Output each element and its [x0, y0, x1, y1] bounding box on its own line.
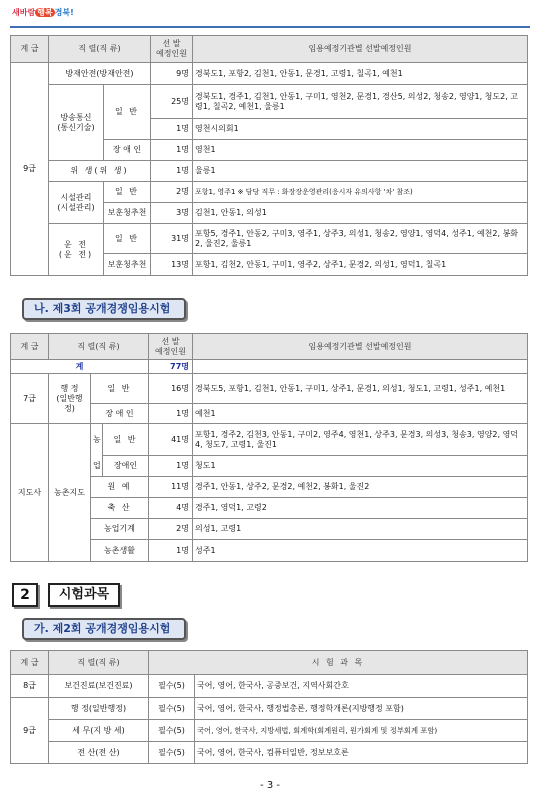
- sub-cell: 일 반: [104, 85, 151, 140]
- count-cell: 1명: [149, 540, 193, 562]
- count-cell: 4명: [149, 498, 193, 519]
- type-cell: 필수(5): [149, 698, 195, 720]
- org-cell: 예천1: [193, 404, 528, 424]
- logo-text-b: 행복: [37, 8, 53, 17]
- sub-cell: 보훈청추천: [104, 203, 151, 224]
- sub-cell: 일 반: [104, 182, 151, 203]
- job-cell: 시설관리 (시설관리): [49, 182, 104, 224]
- count-cell: 13명: [151, 254, 193, 276]
- sub-cell: 보훈청추천: [104, 254, 151, 276]
- job-cell: 보건진료(보건진료): [49, 675, 149, 698]
- rank-cell: 지도사: [11, 424, 49, 562]
- job-cell: 전 산(전 산): [49, 742, 149, 764]
- header-rank: 계 급: [11, 651, 49, 675]
- header-job: 직 렬(직 류): [49, 36, 151, 63]
- sub-cell: 일 반: [103, 424, 149, 456]
- sub-cell: 일 반: [104, 224, 151, 254]
- org-cell: 경북도1, 포항2, 김천1, 안동1, 문경1, 고령1, 칠곡1, 예천1: [193, 63, 528, 85]
- nongeop-cell-2: 업: [91, 456, 103, 477]
- count-cell: 1명: [149, 404, 193, 424]
- table-third-exam: [10, 333, 528, 562]
- subjects-cell: 국어, 영어, 한국사, 컴퓨터일반, 정보보호론: [195, 742, 528, 764]
- page-number: - 3 -: [260, 780, 280, 791]
- table-first-exam: [10, 35, 528, 276]
- header-rule: [10, 26, 530, 28]
- org-cell: 포항1, 김천2, 안동1, 구미1, 영주2, 상주1, 문경2, 의성1, 영덕1, 칠곡1: [193, 254, 528, 276]
- header-rank: 계 급: [11, 334, 49, 360]
- sub-cell: 장 애 인: [104, 140, 151, 161]
- job-cell: 방송통신 (통신기술): [49, 85, 104, 161]
- org-cell: 영천1: [193, 140, 528, 161]
- sub-cell: 일 반: [91, 374, 149, 404]
- section-number: 2: [12, 583, 38, 607]
- rank-cell: 9급: [11, 63, 49, 276]
- count-cell: 1명: [149, 456, 193, 477]
- table-exam-subjects: [10, 650, 528, 764]
- count-cell: 1명: [151, 119, 193, 140]
- org-cell: 포항5, 경주1, 안동2, 구미3, 영주1, 상주3, 의성1, 청송2, 영양1, 영덕4, 성주1, 예천2, 봉화2, 울진2, 울릉1: [193, 224, 528, 254]
- type-cell: 필수(5): [149, 675, 195, 698]
- header-job: 직 렬(직 류): [49, 651, 149, 675]
- job-cell: 세 무(지 방 세): [49, 720, 149, 742]
- job-cell: 방재안전(방재안전): [49, 63, 151, 85]
- logo: [12, 7, 74, 18]
- subjects-cell: 국어, 영어, 한국사, 행정법총론, 행정학개론(지방행정 포함): [195, 698, 528, 720]
- total-blank: [193, 360, 528, 374]
- org-cell: 포항1, 영주1 ※ 담당 직무 : 화장장운영관리(응시자 유의사항 '차' 참조): [193, 182, 528, 203]
- org-cell: 울릉1: [193, 161, 528, 182]
- count-cell: 3명: [151, 203, 193, 224]
- org-cell: 영천시의회1: [193, 119, 528, 140]
- sub-cell: 원 예: [91, 477, 149, 498]
- header-org: 임용예정기관별 선발예정인원: [193, 334, 528, 360]
- org-cell: 경주1, 영덕1, 고령2: [193, 498, 528, 519]
- count-cell: 1명: [151, 140, 193, 161]
- job-cell: 운 전 (운 전): [49, 224, 104, 276]
- nongeop-cell-1: 농: [91, 424, 103, 456]
- total-label: 계: [11, 360, 149, 374]
- rank-cell: 9급: [11, 698, 49, 764]
- count-cell: 1명: [151, 161, 193, 182]
- count-cell: 2명: [151, 182, 193, 203]
- count-cell: 16명: [149, 374, 193, 404]
- org-cell: 경주1, 안동1, 상주2, 문경2, 예천2, 봉화1, 울진2: [193, 477, 528, 498]
- org-cell: 의성1, 고령1: [193, 519, 528, 540]
- org-cell: 청도1: [193, 456, 528, 477]
- count-cell: 11명: [149, 477, 193, 498]
- sub-cell: 장 애 인: [91, 404, 149, 424]
- total-count: 77명: [149, 360, 193, 374]
- org-cell: 경북도1, 경주1, 김천1, 안동1, 구미1, 영천2, 문경1, 경산5, 의성2, 청송2, 영양1, 청도2, 고령1, 칠곡2, 예천1, 울릉1: [193, 85, 528, 119]
- org-cell: 포항1, 경주2, 김천3, 안동1, 구미2, 영주4, 영천1, 상주3, 문경3, 의성3, 청송3, 영양2, 영덕4, 청도7, 고령1, 울진1: [193, 424, 528, 456]
- sub-cell: 농업기계: [91, 519, 149, 540]
- count-cell: 9명: [151, 63, 193, 85]
- sub-cell: 장애인: [103, 456, 149, 477]
- section-heading-second-exam: 가. 제2회 공개경쟁임용시험: [22, 618, 186, 640]
- type-cell: 필수(5): [149, 720, 195, 742]
- type-cell: 필수(5): [149, 742, 195, 764]
- header-subjects: 시 험 과 목: [149, 651, 528, 675]
- header-rank: 계 급: [11, 36, 49, 63]
- sub-cell: 축 산: [91, 498, 149, 519]
- count-cell: 31명: [151, 224, 193, 254]
- rank-cell: 7급: [11, 374, 49, 424]
- org-cell: 김천1, 안동1, 의성1: [193, 203, 528, 224]
- subjects-cell: 국어, 영어, 한국사, 공중보건, 지역사회간호: [195, 675, 528, 698]
- count-cell: 2명: [149, 519, 193, 540]
- job-cell: 위 생(위 생): [49, 161, 151, 182]
- count-cell: 41명: [149, 424, 193, 456]
- section-heading-third-exam: 나. 제3회 공개경쟁임용시험: [22, 298, 186, 320]
- header-job: 직 렬(직 류): [49, 334, 149, 360]
- header-count: 선 발 예정인원: [151, 36, 193, 63]
- job-cell: 행 정(일반행정): [49, 698, 149, 720]
- org-cell: 성주1: [193, 540, 528, 562]
- job-cell: 농촌지도: [49, 424, 91, 562]
- count-cell: 25명: [151, 85, 193, 119]
- sub-cell: 농촌생활: [91, 540, 149, 562]
- subjects-cell: 국어, 영어, 한국사, 지방세법, 회계학(회계원리, 원가회계 및 정부회계 포함): [195, 720, 528, 742]
- job-cell: 행 정 (일반행정): [49, 374, 91, 424]
- section-title-exam-subjects: 시험과목: [48, 583, 120, 607]
- logo-text-c: 경북!: [54, 8, 74, 17]
- logo-text-a: 새바람: [12, 8, 36, 17]
- rank-cell: 8급: [11, 675, 49, 698]
- org-cell: 경북도5, 포항1, 김천1, 안동1, 구미1, 상주1, 문경1, 의성1, 청도1, 고령1, 성주1, 예천1: [193, 374, 528, 404]
- header-count: 선 발 예정인원: [149, 334, 193, 360]
- header-org: 임용예정기관별 선발예정인원: [193, 36, 528, 63]
